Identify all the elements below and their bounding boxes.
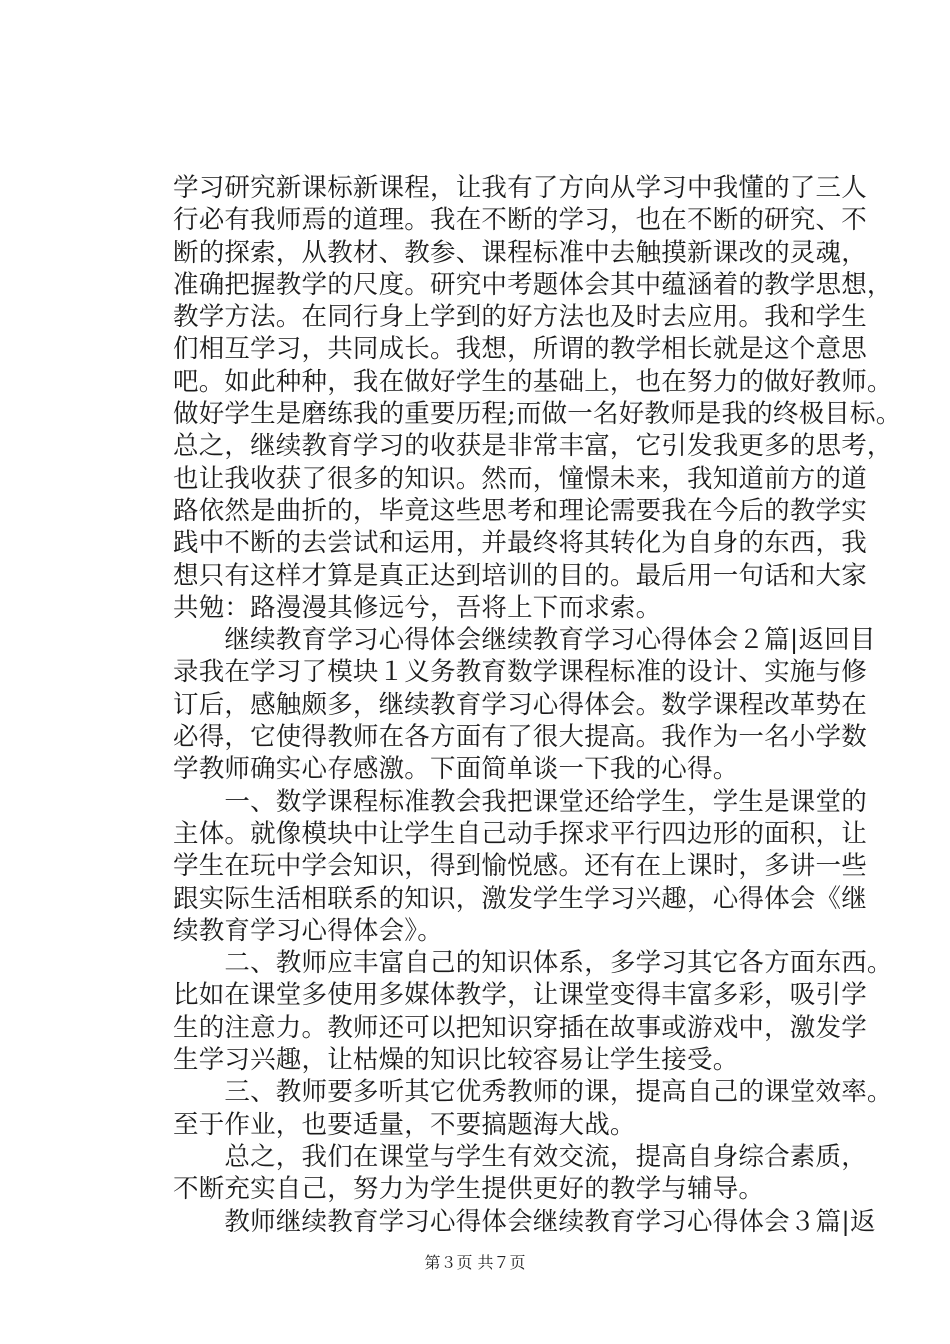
text-line: 不断充实自己，努力为学生提供更好的教学与辅导。 [173, 1174, 765, 1205]
text-line: 录我在学习了模块１义务教育数学课程标准的设计、实施与修 [173, 657, 867, 688]
paragraph-start-line: 教师继续教育学习心得体会继续教育学习心得体会３篇|返 [173, 1206, 876, 1237]
text-line: 践中不断的去尝试和运用，并最终将其转化为自身的东西，我 [173, 528, 867, 559]
page-number-footer: 第３页 共７页 [424, 1253, 526, 1272]
paragraph-start-line: 总之，我们在课堂与学生有效交流，提高自身综合素质， [173, 1141, 867, 1172]
text-line: 跟实际生活相联系的知识，激发学生学习兴趣，心得体会《继 [173, 883, 867, 914]
text-line: 断的探索，从教材、教参、课程标准中去触摸新课改的灵魂， [173, 237, 867, 268]
paragraph-start-line: 三、教师要多听其它优秀教师的课，提高自己的课堂效率。 [173, 1077, 893, 1108]
text-line: 学生在玩中学会知识，得到愉悦感。还有在上课时，多讲一些 [173, 851, 867, 882]
text-line: 教学方法。在同行身上学到的好方法也及时去应用。我和学生 [173, 302, 867, 333]
text-line: 行必有我师焉的道理。我在不断的学习，也在不断的研究、不 [173, 205, 867, 236]
text-line: 续教育学习心得体会》。 [173, 915, 443, 946]
text-line: 学教师确实心存感激。下面简单谈一下我的心得。 [173, 754, 739, 785]
text-line: 学习研究新课标新课程，让我有了方向从学习中我懂的了三人 [173, 173, 867, 203]
text-line: 准确把握教学的尺度。研究中考题体会其中蕴涵着的教学思想， [173, 269, 893, 300]
text-line: 主体。就像模块中让学生自己动手探求平行四边形的面积，让 [173, 818, 867, 849]
text-line: 也让我收获了很多的知识。然而，憧憬未来，我知道前方的道 [173, 463, 867, 494]
text-line: 们相互学习，共同成长。我想，所谓的教学相长就是这个意思 [173, 334, 867, 365]
paragraph-start-line: 一、数学课程标准教会我把课堂还给学生，学生是课堂的 [173, 786, 867, 817]
paragraph-start-line: 继续教育学习心得体会继续教育学习心得体会２篇|返回目 [173, 625, 876, 656]
text-line: 比如在课堂多使用多媒体教学，让课堂变得丰富多彩，吸引学 [173, 980, 867, 1011]
text-line: 生的注意力。教师还可以把知识穿插在故事或游戏中，激发学 [173, 1012, 867, 1043]
text-line: 生学习兴趣，让枯燥的知识比较容易让学生接受。 [173, 1045, 739, 1076]
text-line: 做好学生是磨练我的重要历程;而做一名好教师是我的终极目标。 [173, 399, 902, 430]
text-line: 至于作业，也要适量，不要搞题海大战。 [173, 1109, 636, 1140]
text-line: 总之，继续教育学习的收获是非常丰富，它引发我更多的思考， [173, 431, 893, 462]
text-line: 想只有这样才算是真正达到培训的目的。最后用一句话和大家 [173, 560, 867, 591]
text-line: 吧。如此种种，我在做好学生的基础上，也在努力的做好教师。 [173, 366, 893, 397]
text-line: 共勉：路漫漫其修远兮，吾将上下而求索。 [173, 592, 662, 623]
document-body [173, 172, 902, 1238]
text-line: 必得，它使得教师在各方面有了很大提高。我作为一名小学数 [173, 722, 867, 753]
paragraph-start-line: 二、教师应丰富自己的知识体系，多学习其它各方面东西。 [173, 948, 893, 979]
text-line: 路依然是曲折的，毕竟这些思考和理论需要我在今后的教学实 [173, 495, 867, 526]
text-line: 订后，感触颇多，继续教育学习心得体会。数学课程改革势在 [173, 689, 867, 720]
